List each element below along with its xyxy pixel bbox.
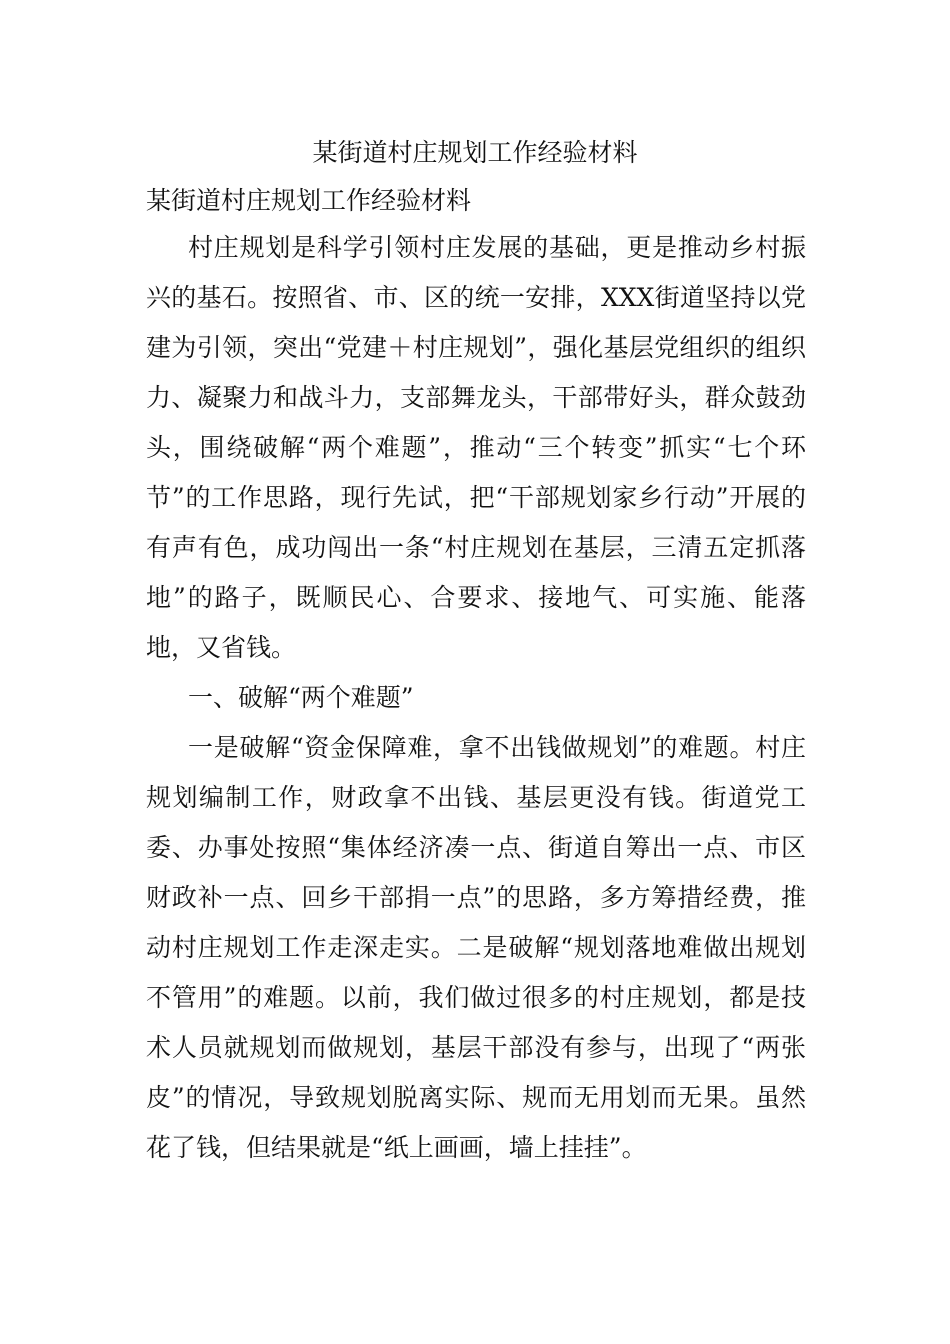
intro-paragraph: 村庄规划是科学引领村庄发展的基础，更是推动乡村振兴的基石。按照省、市、区的统一安排，XXX街道坚持以党建为引领，突出“党建＋村庄规划”，强化基层党组织的组织力、凝聚力和战斗力，支部舞龙头，干部带好头，群众鼓劲头，围绕破解“两个难题”，推动“三个转变”抓实“七个环节”的工作思路，现行先试，把“干部规划家乡行动”开展的有声有色，成功闯出一条“村庄规划在基层，三清五定抓落地”的路子，既顺民心、合要求、接地气、可实施、能落地，又省钱。 (146, 233, 806, 662)
document-title: 某街道村庄规划工作经验材料 (312, 138, 638, 167)
document-subtitle: 某街道村庄规划工作经验材料 (146, 186, 472, 215)
section-heading: 一、破解“两个难题” (188, 683, 414, 712)
section-paragraph: 一是破解“资金保障难，拿不出钱做规划”的难题。村庄规划编制工作，财政拿不出钱、基层更没有钱。街道党工委、办事处按照“集体经济凑一点、街道自筹出一点、市区财政补一点、回乡干部捐一点”的思路，多方筹措经费，推动村庄规划工作走深走实。二是破解“规划落地难做出规划不管用”的难题。以前，我们做过很多的村庄规划，都是技术人员就规划而做规划，基层干部没有参与，出现了“两张皮”的情况，导致规划脱离实际、规而无用划而无果。虽然花了钱，但结果就是“纸上画画，墙上挂挂”。 (146, 733, 806, 1162)
